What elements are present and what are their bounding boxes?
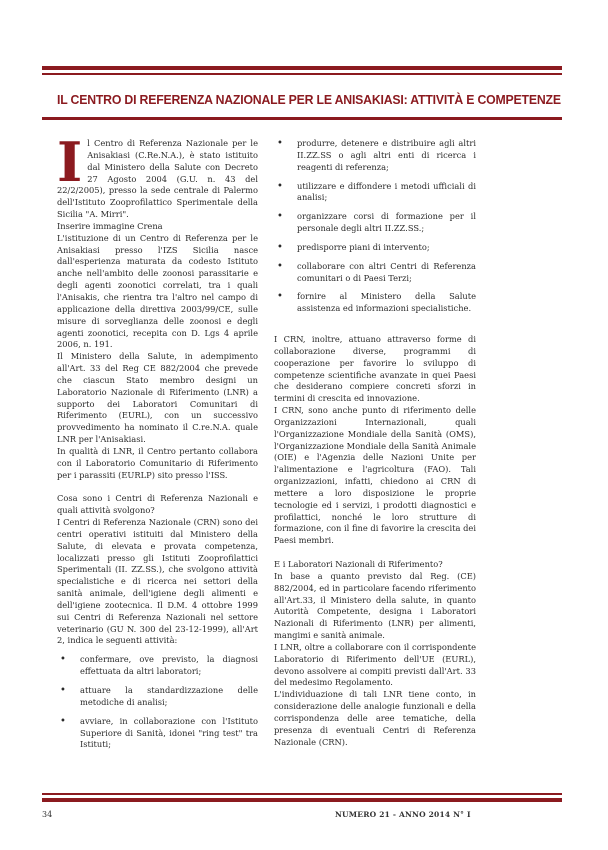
list-item: • predisporre piani di intervento; [274, 242, 476, 254]
activity-list-continued [274, 138, 476, 315]
paragraph: I Centri di Referenza Nazionale (CRN) sono dei centri operativi istituiti dal Ministero della Salute, di elevata e provata competenza, localizzati presso gli Istituti Zooprofilattici Sperimentali (II. ZZ.SS.), che svolgono attività specialistiche e di ricerca nei settori della sanità animale, dell'igiene degli alimenti e dell'igiene zootecnica. Il D.M. 4 ottobre 1999 sui Centri di Referenza Nazionali nel settore veterinario (GU N. 300 del 23-12-1999), all'Art 2, indica le seguenti attività: [57, 517, 258, 646]
paragraph: In qualità di LNR, il Centro pertanto collabora con il Laboratorio Comunitario di Riferimento per i parassiti (EURLP) sito presso l'ISS. [57, 445, 258, 480]
bottom-rule-thin [42, 793, 562, 795]
list-item: • confermare, ove previsto, la diagnosi effettuata da altri laboratori; [57, 654, 258, 678]
list-item: • attuare la standardizzazione delle metodiche di analisi; [57, 685, 258, 709]
paragraph: I CRN, sono anche punto di riferimento delle Organizzazioni Internazionali, quali l'Organizzazione Mondiale della Sanità (OMS), l'Organizzazione Mondiale della Sanità Animale (OIE) e l'Agenzia delle Nazioni Unite per l'alimentazione e l'agricoltura (FAO). Tali organizzazioni, infatti, chiedono ai CRN di mettere a loro disposizione le proprie tecnologie ed i servizi, i prodotti diagnostici e profilattici, nonché le loro strutture di formazione, con il fine di favorire la crescita dei Paesi membri. [274, 405, 476, 546]
top-rule-thin [42, 73, 562, 75]
bottom-rule-thick [42, 798, 562, 802]
issue-label: NUMERO 21 - ANNO 2014 N° I [335, 810, 471, 819]
right-column [274, 138, 476, 749]
paragraph: In base a quanto previsto dal Reg. (CE) 882/2004, ed in particolare facendo riferimento all'Art.33, il Ministero della salute, in quanto Autorità Competente, designa i Laboratori Nazionali di Riferimento (LNR) per alimenti, mangimi e sanità animale. [274, 570, 476, 641]
list-item: • produrre, detenere e distribuire agli altri II.ZZ.SS o agli altri enti di ricerca i reagenti di referenza; [274, 138, 476, 174]
paragraph: L'individuazione di tali LNR tiene conto, in considerazione delle analogie funzionali e della corrispondenza delle aree tematiche, della presenza di eventuali Centri di Referenza Nazionale (CRN). [274, 689, 476, 747]
list-item: • organizzare corsi di formazione per il personale degli altri II.ZZ.SS.; [274, 211, 476, 235]
question-heading: E i Laboratori Nazionali di Riferimento? [274, 559, 443, 569]
question-heading: Cosa sono i Centri di Referenza Nazionali e quali attività svolgono? [57, 493, 258, 516]
paragraph: I CRN, inoltre, attuano attraverso forme di collaborazione diverse, programmi di cooperazione per favorire lo sviluppo di competenze scientifiche avanzate in quei Paesi che desiderano compiere concreti sforzi in termini di crescita ed innovazione. [274, 333, 476, 404]
title-underline [42, 117, 562, 120]
dropcap: I [57, 130, 83, 194]
paragraph: I LNR, oltre a collaborare con il corrispondente Laboratorio di Riferimento dell'UE (EURL), devono assolvere ai compiti previsti dall'Art. 33 del medesimo Regolamento. [274, 641, 476, 688]
list-item: • collaborare con altri Centri di Referenza comunitari o di Paesi Terzi; [274, 261, 476, 285]
activity-list [57, 654, 258, 751]
paragraph: Il Ministero della Salute, in adempimento all'Art. 33 del Reg CE 882/2004 che prevede che ciascun Stato membro designi un Laboratorio Nazionale di Riferimento (LNR) a supporto dei Laboratori Comunitari di Riferimento (EURL), con un successivo provvedimento ha nominato il C.re.N.A. quale LNR per l'Anisakiasi. [57, 351, 258, 445]
left-column [57, 130, 258, 758]
intro-paragraph [57, 130, 258, 221]
list-item: • utilizzare e diffondere i metodi ufficiali di analisi; [274, 181, 476, 205]
list-item: • fornire al Ministero della Salute assistenza ed informazioni specialistiche. [274, 291, 476, 315]
intro-text: l Centro di Referenza Nazionale per le Anisakiasi (C.Re.N.A.), è stato istituito dal Ministero della Salute con Decreto 27 Agosto 2004 (G.U. n. 43 del 22/2/2005), presso la sede centrale di Palermo dell'Istituto Zooprofilattico Sperimentale della Sicilia "A. Mirri". [57, 138, 258, 220]
paragraph: L'istituzione di un Centro di Referenza per le Anisakiasi presso l'IZS Sicilia nasce dall'esperienza maturata da codesto Istituto anche nell'ambito delle zoonosi parassitarie e degli agenti zoonotici correlati, tra i quali l'Anisakis, che rientra tra l'altro nel campo di applicazione della direttiva 2003/99/CE, sulle misure di sorveglianza delle zoonosi e degli agenti zoonotici, recepita con D. Lgs 4 aprile 2006, n. 191. [57, 232, 258, 350]
list-item: • avviare, in collaborazione con l'Istituto Superiore di Sanità, idonei "ring test" tra Istituti; [57, 716, 258, 752]
page-number: 34 [42, 810, 53, 819]
image-placeholder-note: Inserire immagine Crena [57, 220, 163, 231]
top-rule-thick [42, 66, 562, 70]
page-title: IL CENTRO DI REFERENZA NAZIONALE PER LE ANISAKIASI: ATTIVITÀ E COMPETENZE [57, 92, 561, 107]
